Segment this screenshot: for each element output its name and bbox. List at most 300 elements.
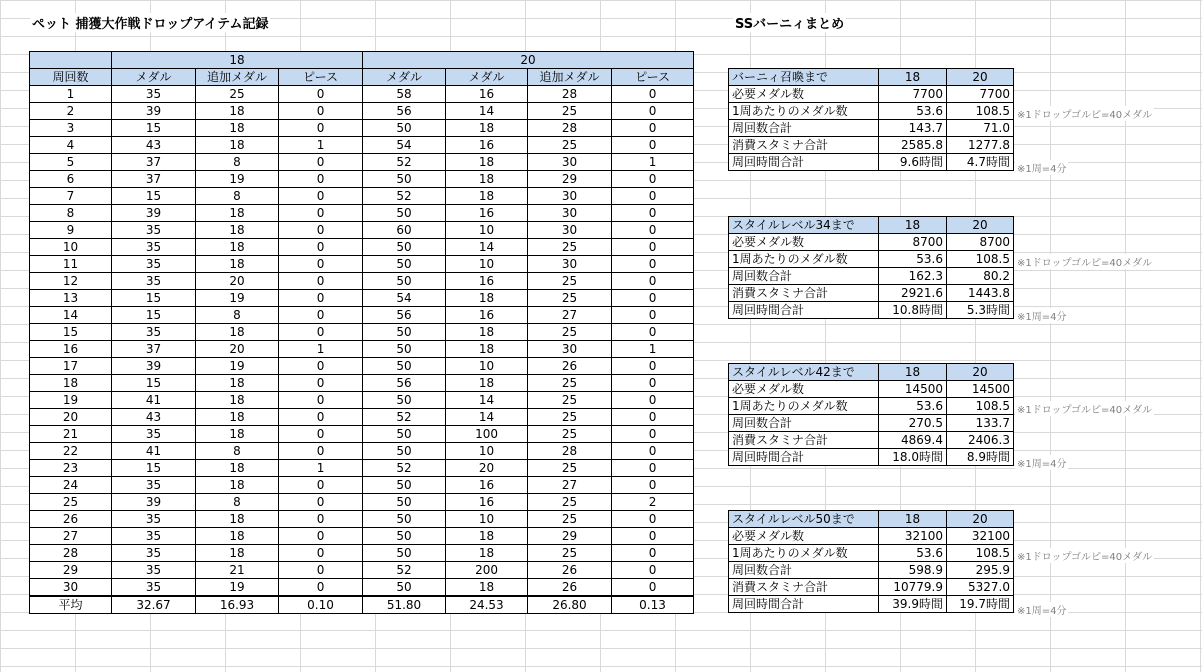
table-cell[interactable]: 39 bbox=[112, 103, 196, 120]
table-cell[interactable]: 16 bbox=[446, 137, 528, 154]
table-cell[interactable]: 5 bbox=[30, 154, 112, 171]
table-cell[interactable]: 35 bbox=[112, 511, 196, 528]
table-cell[interactable]: 16 bbox=[446, 307, 528, 324]
table-cell[interactable]: 11 bbox=[30, 256, 112, 273]
table-cell[interactable]: 0 bbox=[612, 443, 694, 460]
table-cell[interactable]: 0 bbox=[612, 477, 694, 494]
table-cell[interactable]: 12 bbox=[30, 273, 112, 290]
table-cell[interactable]: 0 bbox=[612, 426, 694, 443]
table-cell[interactable]: 0 bbox=[612, 375, 694, 392]
table-cell[interactable]: 0 bbox=[279, 562, 363, 579]
table-cell[interactable]: 35 bbox=[112, 256, 196, 273]
table-cell[interactable]: 50 bbox=[363, 273, 446, 290]
table-cell[interactable]: 18 bbox=[446, 120, 528, 137]
summary-value[interactable]: 143.7 bbox=[879, 120, 947, 137]
table-cell[interactable]: 50 bbox=[363, 528, 446, 545]
summary-header-cell[interactable]: 20 bbox=[947, 69, 1014, 86]
table-cell[interactable]: 14 bbox=[446, 239, 528, 256]
table-cell[interactable]: 0 bbox=[279, 171, 363, 188]
table-cell[interactable]: 29 bbox=[528, 171, 612, 188]
summary-value[interactable]: 14500 bbox=[947, 381, 1014, 398]
summary-value[interactable]: 5327.0 bbox=[947, 579, 1014, 596]
table-cell[interactable]: 18 bbox=[446, 324, 528, 341]
table-cell[interactable]: 19 bbox=[30, 392, 112, 409]
table-cell[interactable]: 52 bbox=[363, 562, 446, 579]
table-cell[interactable]: 0 bbox=[279, 443, 363, 460]
summary-value[interactable]: 53.6 bbox=[879, 398, 947, 415]
table-cell[interactable]: 27 bbox=[528, 477, 612, 494]
table-cell[interactable]: 18 bbox=[196, 545, 279, 562]
table-cell[interactable]: 0 bbox=[612, 528, 694, 545]
table-cell[interactable]: 25 bbox=[528, 137, 612, 154]
table-cell[interactable]: 18 bbox=[446, 545, 528, 562]
table-cell[interactable]: 0 bbox=[612, 273, 694, 290]
table-cell[interactable]: 0 bbox=[279, 307, 363, 324]
table-cell[interactable]: 25 bbox=[528, 273, 612, 290]
table-cell[interactable]: 15 bbox=[112, 375, 196, 392]
table-cell[interactable]: 0 bbox=[612, 137, 694, 154]
table-cell[interactable]: 0 bbox=[279, 188, 363, 205]
table-cell[interactable]: 0 bbox=[279, 426, 363, 443]
table-cell[interactable]: 18 bbox=[196, 103, 279, 120]
table-cell[interactable]: 35 bbox=[112, 273, 196, 290]
table-cell[interactable]: 29 bbox=[528, 528, 612, 545]
table-cell[interactable]: 25 bbox=[528, 409, 612, 426]
table-cell[interactable]: 0 bbox=[612, 545, 694, 562]
table-cell[interactable]: 0 bbox=[279, 86, 363, 103]
table-cell[interactable]: 18 bbox=[446, 579, 528, 597]
table-cell[interactable]: 8 bbox=[196, 494, 279, 511]
table-cell[interactable]: 35 bbox=[112, 579, 196, 597]
table-cell[interactable]: 18 bbox=[196, 375, 279, 392]
table-cell[interactable]: 50 bbox=[363, 392, 446, 409]
table-cell[interactable]: 1 bbox=[612, 341, 694, 358]
table-cell[interactable]: 14 bbox=[446, 409, 528, 426]
summary-value[interactable]: 8700 bbox=[879, 234, 947, 251]
table-cell[interactable]: 25 bbox=[528, 511, 612, 528]
table-cell[interactable]: 15 bbox=[112, 188, 196, 205]
summary-label[interactable]: 消費スタミナ合計 bbox=[729, 432, 879, 449]
group-header-blank[interactable] bbox=[30, 52, 112, 69]
summary-label[interactable]: 周回時間合計 bbox=[729, 596, 879, 613]
summary-value[interactable]: 19.7時間 bbox=[947, 596, 1014, 613]
table-cell[interactable]: 24 bbox=[30, 477, 112, 494]
table-cell[interactable]: 25 bbox=[528, 494, 612, 511]
table-cell[interactable]: 27 bbox=[30, 528, 112, 545]
summary-value[interactable]: 4.7時間 bbox=[947, 154, 1014, 171]
summary-header-cell[interactable]: 20 bbox=[947, 511, 1014, 528]
table-cell[interactable]: 18 bbox=[196, 426, 279, 443]
summary-value[interactable]: 2921.6 bbox=[879, 285, 947, 302]
table-cell[interactable]: 16 bbox=[446, 494, 528, 511]
column-header[interactable]: ピース bbox=[279, 69, 363, 86]
table-cell[interactable]: 35 bbox=[112, 562, 196, 579]
average-cell[interactable]: 24.53 bbox=[446, 596, 528, 614]
summary-label[interactable]: 周回数合計 bbox=[729, 415, 879, 432]
table-cell[interactable]: 35 bbox=[112, 222, 196, 239]
summary-header-cell[interactable]: バーニィ召喚まで bbox=[729, 69, 879, 86]
table-cell[interactable]: 18 bbox=[196, 205, 279, 222]
table-cell[interactable]: 0 bbox=[279, 528, 363, 545]
table-cell[interactable]: 50 bbox=[363, 171, 446, 188]
table-cell[interactable]: 39 bbox=[112, 358, 196, 375]
table-cell[interactable]: 19 bbox=[196, 290, 279, 307]
table-cell[interactable]: 25 bbox=[528, 103, 612, 120]
summary-value[interactable]: 80.2 bbox=[947, 268, 1014, 285]
summary-label[interactable]: 消費スタミナ合計 bbox=[729, 285, 879, 302]
table-cell[interactable]: 18 bbox=[196, 324, 279, 341]
table-cell[interactable]: 100 bbox=[446, 426, 528, 443]
table-cell[interactable]: 10 bbox=[446, 222, 528, 239]
table-cell[interactable]: 41 bbox=[112, 443, 196, 460]
summary-label[interactable]: 必要メダル数 bbox=[729, 234, 879, 251]
table-cell[interactable]: 50 bbox=[363, 511, 446, 528]
summary-value[interactable]: 2585.8 bbox=[879, 137, 947, 154]
table-cell[interactable]: 35 bbox=[112, 324, 196, 341]
table-cell[interactable]: 2 bbox=[30, 103, 112, 120]
table-cell[interactable]: 25 bbox=[528, 324, 612, 341]
table-cell[interactable]: 50 bbox=[363, 120, 446, 137]
table-cell[interactable]: 19 bbox=[196, 358, 279, 375]
table-cell[interactable]: 0 bbox=[279, 409, 363, 426]
table-cell[interactable]: 29 bbox=[30, 562, 112, 579]
summary-label[interactable]: 周回数合計 bbox=[729, 120, 879, 137]
average-cell[interactable]: 26.80 bbox=[528, 596, 612, 614]
table-cell[interactable]: 37 bbox=[112, 154, 196, 171]
table-cell[interactable]: 0 bbox=[612, 120, 694, 137]
table-cell[interactable]: 16 bbox=[30, 341, 112, 358]
table-cell[interactable]: 10 bbox=[446, 443, 528, 460]
table-cell[interactable]: 52 bbox=[363, 409, 446, 426]
summary-value[interactable]: 71.0 bbox=[947, 120, 1014, 137]
table-cell[interactable]: 0 bbox=[279, 392, 363, 409]
table-cell[interactable]: 0 bbox=[612, 205, 694, 222]
table-cell[interactable]: 0 bbox=[279, 103, 363, 120]
table-cell[interactable]: 14 bbox=[446, 103, 528, 120]
group-header-20[interactable]: 20 bbox=[363, 52, 694, 69]
table-cell[interactable]: 20 bbox=[196, 273, 279, 290]
table-cell[interactable]: 9 bbox=[30, 222, 112, 239]
column-header[interactable]: メダル bbox=[363, 69, 446, 86]
column-header[interactable]: 周回数 bbox=[30, 69, 112, 86]
summary-label[interactable]: 必要メダル数 bbox=[729, 86, 879, 103]
table-cell[interactable]: 0 bbox=[279, 239, 363, 256]
table-cell[interactable]: 0 bbox=[612, 562, 694, 579]
summary-value[interactable]: 8.9時間 bbox=[947, 449, 1014, 466]
table-cell[interactable]: 18 bbox=[196, 256, 279, 273]
average-cell[interactable]: 平均 bbox=[30, 596, 112, 614]
table-cell[interactable]: 8 bbox=[196, 443, 279, 460]
table-cell[interactable]: 6 bbox=[30, 171, 112, 188]
table-cell[interactable]: 35 bbox=[112, 426, 196, 443]
summary-header-cell[interactable]: スタイルレベル34まで bbox=[729, 217, 879, 234]
table-cell[interactable]: 10 bbox=[446, 511, 528, 528]
summary-label[interactable]: 必要メダル数 bbox=[729, 528, 879, 545]
table-cell[interactable]: 0 bbox=[612, 358, 694, 375]
table-cell[interactable]: 25 bbox=[528, 545, 612, 562]
table-cell[interactable]: 39 bbox=[112, 205, 196, 222]
summary-value[interactable]: 10.8時間 bbox=[879, 302, 947, 319]
summary-value[interactable]: 133.7 bbox=[947, 415, 1014, 432]
table-cell[interactable]: 50 bbox=[363, 358, 446, 375]
table-cell[interactable]: 50 bbox=[363, 341, 446, 358]
column-header[interactable]: メダル bbox=[112, 69, 196, 86]
average-cell[interactable]: 16.93 bbox=[196, 596, 279, 614]
summary-value[interactable]: 295.9 bbox=[947, 562, 1014, 579]
table-cell[interactable]: 35 bbox=[112, 477, 196, 494]
table-cell[interactable]: 50 bbox=[363, 443, 446, 460]
table-cell[interactable]: 35 bbox=[112, 545, 196, 562]
table-cell[interactable]: 50 bbox=[363, 494, 446, 511]
summary-value[interactable]: 108.5 bbox=[947, 398, 1014, 415]
table-cell[interactable]: 50 bbox=[363, 579, 446, 597]
table-cell[interactable]: 13 bbox=[30, 290, 112, 307]
column-header[interactable]: 追加メダル bbox=[196, 69, 279, 86]
table-cell[interactable]: 0 bbox=[612, 460, 694, 477]
table-cell[interactable]: 15 bbox=[112, 120, 196, 137]
summary-value[interactable]: 5.3時間 bbox=[947, 302, 1014, 319]
table-cell[interactable]: 26 bbox=[528, 579, 612, 597]
table-cell[interactable]: 0 bbox=[612, 103, 694, 120]
summary-value[interactable]: 32100 bbox=[947, 528, 1014, 545]
table-cell[interactable]: 30 bbox=[528, 256, 612, 273]
table-cell[interactable]: 7 bbox=[30, 188, 112, 205]
table-cell[interactable]: 18 bbox=[196, 409, 279, 426]
summary-label[interactable]: 必要メダル数 bbox=[729, 381, 879, 398]
table-cell[interactable]: 18 bbox=[446, 528, 528, 545]
table-cell[interactable]: 27 bbox=[528, 307, 612, 324]
table-cell[interactable]: 14 bbox=[30, 307, 112, 324]
table-cell[interactable]: 56 bbox=[363, 103, 446, 120]
average-cell[interactable]: 51.80 bbox=[363, 596, 446, 614]
summary-label[interactable]: 周回時間合計 bbox=[729, 154, 879, 171]
table-cell[interactable]: 15 bbox=[112, 460, 196, 477]
table-cell[interactable]: 0 bbox=[279, 579, 363, 597]
summary-value[interactable]: 598.9 bbox=[879, 562, 947, 579]
table-cell[interactable]: 0 bbox=[279, 494, 363, 511]
table-cell[interactable]: 18 bbox=[446, 154, 528, 171]
table-cell[interactable]: 35 bbox=[112, 528, 196, 545]
summary-value[interactable]: 7700 bbox=[947, 86, 1014, 103]
table-cell[interactable]: 25 bbox=[528, 375, 612, 392]
table-cell[interactable]: 20 bbox=[30, 409, 112, 426]
table-cell[interactable]: 50 bbox=[363, 205, 446, 222]
table-cell[interactable]: 0 bbox=[612, 239, 694, 256]
summary-value[interactable]: 53.6 bbox=[879, 251, 947, 268]
table-cell[interactable]: 0 bbox=[612, 290, 694, 307]
summary-value[interactable]: 108.5 bbox=[947, 545, 1014, 562]
summary-label[interactable]: 1周あたりのメダル数 bbox=[729, 251, 879, 268]
table-cell[interactable]: 26 bbox=[528, 358, 612, 375]
table-cell[interactable]: 25 bbox=[528, 392, 612, 409]
summary-value[interactable]: 108.5 bbox=[947, 251, 1014, 268]
table-cell[interactable]: 0 bbox=[612, 307, 694, 324]
table-cell[interactable]: 30 bbox=[528, 222, 612, 239]
table-cell[interactable]: 54 bbox=[363, 137, 446, 154]
table-cell[interactable]: 26 bbox=[528, 562, 612, 579]
summary-label[interactable]: 消費スタミナ合計 bbox=[729, 137, 879, 154]
table-cell[interactable]: 35 bbox=[112, 239, 196, 256]
table-cell[interactable]: 19 bbox=[196, 171, 279, 188]
table-cell[interactable]: 8 bbox=[196, 188, 279, 205]
table-cell[interactable]: 16 bbox=[446, 205, 528, 222]
table-cell[interactable]: 18 bbox=[196, 477, 279, 494]
table-cell[interactable]: 0 bbox=[612, 511, 694, 528]
table-cell[interactable]: 0 bbox=[279, 545, 363, 562]
table-cell[interactable]: 18 bbox=[196, 239, 279, 256]
table-cell[interactable]: 17 bbox=[30, 358, 112, 375]
table-cell[interactable]: 28 bbox=[528, 120, 612, 137]
table-cell[interactable]: 0 bbox=[279, 511, 363, 528]
table-cell[interactable]: 20 bbox=[196, 341, 279, 358]
table-cell[interactable]: 18 bbox=[196, 528, 279, 545]
table-cell[interactable]: 0 bbox=[279, 290, 363, 307]
table-cell[interactable]: 30 bbox=[528, 205, 612, 222]
table-cell[interactable]: 8 bbox=[196, 154, 279, 171]
summary-value[interactable]: 10779.9 bbox=[879, 579, 947, 596]
table-cell[interactable]: 50 bbox=[363, 477, 446, 494]
summary-header-cell[interactable]: スタイルレベル50まで bbox=[729, 511, 879, 528]
summary-label[interactable]: 1周あたりのメダル数 bbox=[729, 398, 879, 415]
table-cell[interactable]: 10 bbox=[30, 239, 112, 256]
table-cell[interactable]: 25 bbox=[528, 290, 612, 307]
summary-label[interactable]: 周回数合計 bbox=[729, 268, 879, 285]
table-cell[interactable]: 58 bbox=[363, 86, 446, 103]
table-cell[interactable]: 16 bbox=[446, 273, 528, 290]
table-cell[interactable]: 0 bbox=[612, 188, 694, 205]
table-cell[interactable]: 0 bbox=[279, 120, 363, 137]
summary-value[interactable]: 9.6時間 bbox=[879, 154, 947, 171]
table-cell[interactable]: 0 bbox=[279, 256, 363, 273]
table-cell[interactable]: 8 bbox=[30, 205, 112, 222]
table-cell[interactable]: 0 bbox=[612, 222, 694, 239]
table-cell[interactable]: 30 bbox=[30, 579, 112, 597]
table-cell[interactable]: 0 bbox=[279, 324, 363, 341]
summary-value[interactable]: 162.3 bbox=[879, 268, 947, 285]
table-cell[interactable]: 30 bbox=[528, 341, 612, 358]
table-cell[interactable]: 1 bbox=[30, 86, 112, 103]
table-cell[interactable]: 0 bbox=[279, 477, 363, 494]
table-cell[interactable]: 18 bbox=[446, 171, 528, 188]
column-header[interactable]: 追加メダル bbox=[528, 69, 612, 86]
table-cell[interactable]: 14 bbox=[446, 392, 528, 409]
table-cell[interactable]: 20 bbox=[446, 460, 528, 477]
table-cell[interactable]: 21 bbox=[30, 426, 112, 443]
table-cell[interactable]: 19 bbox=[196, 579, 279, 597]
table-cell[interactable]: 39 bbox=[112, 494, 196, 511]
table-cell[interactable]: 0 bbox=[279, 222, 363, 239]
summary-header-cell[interactable]: 18 bbox=[879, 511, 947, 528]
table-cell[interactable]: 18 bbox=[196, 392, 279, 409]
summary-value[interactable]: 39.9時間 bbox=[879, 596, 947, 613]
average-cell[interactable]: 32.67 bbox=[112, 596, 196, 614]
table-cell[interactable]: 43 bbox=[112, 137, 196, 154]
table-cell[interactable]: 35 bbox=[112, 86, 196, 103]
table-cell[interactable]: 52 bbox=[363, 188, 446, 205]
table-cell[interactable]: 54 bbox=[363, 290, 446, 307]
table-cell[interactable]: 25 bbox=[528, 426, 612, 443]
table-cell[interactable]: 50 bbox=[363, 426, 446, 443]
table-cell[interactable]: 10 bbox=[446, 358, 528, 375]
table-cell[interactable]: 0 bbox=[612, 256, 694, 273]
summary-value[interactable]: 1443.8 bbox=[947, 285, 1014, 302]
summary-label[interactable]: 消費スタミナ合計 bbox=[729, 579, 879, 596]
table-cell[interactable]: 43 bbox=[112, 409, 196, 426]
table-cell[interactable]: 28 bbox=[528, 86, 612, 103]
table-cell[interactable]: 37 bbox=[112, 341, 196, 358]
table-cell[interactable]: 1 bbox=[279, 137, 363, 154]
summary-value[interactable]: 1277.8 bbox=[947, 137, 1014, 154]
summary-value[interactable]: 14500 bbox=[879, 381, 947, 398]
summary-value[interactable]: 108.5 bbox=[947, 103, 1014, 120]
table-cell[interactable]: 0 bbox=[279, 273, 363, 290]
table-cell[interactable]: 28 bbox=[30, 545, 112, 562]
summary-header-cell[interactable]: 20 bbox=[947, 364, 1014, 381]
summary-value[interactable]: 53.6 bbox=[879, 103, 947, 120]
table-cell[interactable]: 0 bbox=[279, 205, 363, 222]
summary-value[interactable]: 4869.4 bbox=[879, 432, 947, 449]
table-cell[interactable]: 30 bbox=[528, 188, 612, 205]
summary-value[interactable]: 53.6 bbox=[879, 545, 947, 562]
table-cell[interactable]: 18 bbox=[446, 188, 528, 205]
table-cell[interactable]: 3 bbox=[30, 120, 112, 137]
summary-label[interactable]: 1周あたりのメダル数 bbox=[729, 103, 879, 120]
table-cell[interactable]: 26 bbox=[30, 511, 112, 528]
table-cell[interactable]: 52 bbox=[363, 460, 446, 477]
table-cell[interactable]: 10 bbox=[446, 256, 528, 273]
summary-header-cell[interactable]: 18 bbox=[879, 217, 947, 234]
summary-value[interactable]: 7700 bbox=[879, 86, 947, 103]
summary-header-cell[interactable]: 20 bbox=[947, 217, 1014, 234]
table-cell[interactable]: 18 bbox=[196, 511, 279, 528]
summary-value[interactable]: 18.0時間 bbox=[879, 449, 947, 466]
summary-header-cell[interactable]: スタイルレベル42まで bbox=[729, 364, 879, 381]
table-cell[interactable]: 60 bbox=[363, 222, 446, 239]
table-cell[interactable]: 52 bbox=[363, 154, 446, 171]
table-cell[interactable]: 50 bbox=[363, 545, 446, 562]
table-cell[interactable]: 0 bbox=[612, 409, 694, 426]
summary-header-cell[interactable]: 18 bbox=[879, 69, 947, 86]
summary-header-cell[interactable]: 18 bbox=[879, 364, 947, 381]
table-cell[interactable]: 0 bbox=[612, 324, 694, 341]
table-cell[interactable]: 18 bbox=[196, 222, 279, 239]
group-header-18[interactable]: 18 bbox=[112, 52, 363, 69]
table-cell[interactable]: 18 bbox=[30, 375, 112, 392]
table-cell[interactable]: 18 bbox=[196, 137, 279, 154]
column-header[interactable]: ピース bbox=[612, 69, 694, 86]
table-cell[interactable]: 18 bbox=[446, 375, 528, 392]
table-cell[interactable]: 8 bbox=[196, 307, 279, 324]
table-cell[interactable]: 2 bbox=[612, 494, 694, 511]
table-cell[interactable]: 18 bbox=[446, 341, 528, 358]
table-cell[interactable]: 0 bbox=[279, 358, 363, 375]
table-cell[interactable]: 22 bbox=[30, 443, 112, 460]
table-cell[interactable]: 0 bbox=[279, 375, 363, 392]
table-cell[interactable]: 16 bbox=[446, 477, 528, 494]
table-cell[interactable]: 18 bbox=[196, 120, 279, 137]
table-cell[interactable]: 18 bbox=[196, 460, 279, 477]
table-cell[interactable]: 18 bbox=[446, 290, 528, 307]
table-cell[interactable]: 25 bbox=[528, 239, 612, 256]
table-cell[interactable]: 0 bbox=[612, 392, 694, 409]
table-cell[interactable]: 25 bbox=[528, 460, 612, 477]
table-cell[interactable]: 56 bbox=[363, 307, 446, 324]
table-cell[interactable]: 0 bbox=[612, 86, 694, 103]
table-cell[interactable]: 16 bbox=[446, 86, 528, 103]
average-cell[interactable]: 0.13 bbox=[612, 596, 694, 614]
summary-value[interactable]: 270.5 bbox=[879, 415, 947, 432]
table-cell[interactable]: 0 bbox=[612, 171, 694, 188]
